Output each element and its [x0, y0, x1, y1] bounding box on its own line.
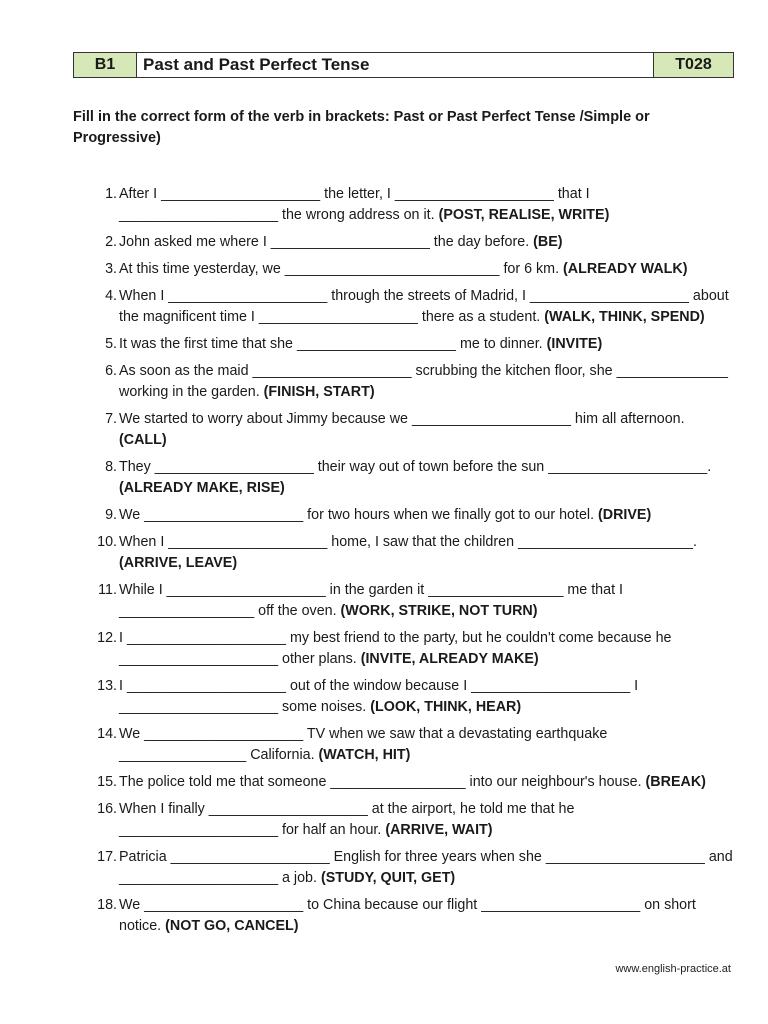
item-sentence: When I ____________________ through the streets of Madrid, I ____________________ about the magnificent time I ____________________ there as a student. — [119, 288, 729, 325]
item-text — [118, 232, 735, 253]
item-sentence: I ____________________ out of the window because I ____________________ I ____________________ some noises. — [119, 678, 639, 715]
item-verbs: (WORK, STRIKE, NOT TURN) — [340, 603, 538, 619]
item-text — [118, 895, 735, 937]
item-sentence: I ____________________ my best friend to the party, but he couldn't come because he ____________________ other plans. — [119, 630, 672, 667]
footer-url[interactable]: www.english-practice.at — [615, 963, 731, 975]
item-verbs: (ARRIVE, LEAVE) — [119, 555, 238, 571]
item-verbs: (BREAK) — [645, 774, 706, 790]
exercise-item — [73, 334, 735, 355]
item-sentence: When I finally ____________________ at the airport, he told me that he ____________________ for half an hour. — [119, 801, 575, 838]
item-verbs: (LOOK, THINK, HEAR) — [370, 699, 522, 715]
item-sentence: At this time yesterday, we ___________________________ for 6 km. — [119, 261, 564, 277]
exercise-item — [73, 724, 735, 766]
item-verbs: (CALL) — [119, 432, 167, 448]
item-text — [118, 772, 735, 793]
exercise-item — [73, 232, 735, 253]
item-text — [118, 580, 735, 622]
item-text — [118, 676, 735, 718]
item-sentence: The police told me that someone _________________ into our neighbour's house. — [119, 774, 646, 790]
exercise-item — [73, 286, 735, 328]
item-verbs: (NOT GO, CANCEL) — [165, 918, 299, 934]
exercise-item — [73, 847, 735, 889]
exercise-item — [73, 799, 735, 841]
item-number: 8. — [105, 459, 117, 475]
item-sentence: We ____________________ TV when we saw that a devastating earthquake ________________ California. — [119, 726, 608, 763]
exercise-item — [73, 676, 735, 718]
item-number: 12. — [97, 630, 117, 646]
item-number: 18. — [97, 897, 117, 913]
item-number: 3. — [105, 261, 117, 277]
exercise-item — [73, 628, 735, 670]
item-sentence: They ____________________ their way out of town before the sun ____________________. — [119, 459, 712, 475]
item-number: 17. — [97, 849, 117, 865]
item-number: 15. — [97, 774, 117, 790]
item-text — [118, 532, 735, 574]
item-text — [118, 259, 735, 280]
item-sentence: When I ____________________ home, I saw that the children ______________________. — [119, 534, 697, 550]
item-verbs: (INVITE) — [546, 336, 603, 352]
item-number: 7. — [105, 411, 117, 427]
exercise-item — [73, 457, 735, 499]
item-text — [118, 628, 735, 670]
item-verbs: (POST, REALISE, WRITE) — [438, 207, 610, 223]
item-number: 1. — [105, 186, 117, 202]
item-text — [118, 847, 735, 889]
item-text — [118, 457, 735, 499]
item-text — [118, 361, 735, 403]
item-sentence: We ____________________ for two hours when we finally got to our hotel. — [119, 507, 599, 523]
exercise-item — [73, 259, 735, 280]
item-number: 2. — [105, 234, 117, 250]
item-text — [118, 409, 735, 451]
item-text — [118, 184, 735, 226]
item-text — [118, 334, 735, 355]
item-verbs: (ALREADY WALK) — [563, 261, 688, 277]
item-verbs: (FINISH, START) — [263, 384, 375, 400]
worksheet-title: Past and Past Perfect Tense — [137, 53, 654, 77]
item-sentence: While I ____________________ in the garden it _________________ me that I _________________ off the oven. — [119, 582, 623, 619]
exercise-item — [73, 532, 735, 574]
item-number: 16. — [97, 801, 117, 817]
item-verbs: (INVITE, ALREADY MAKE) — [360, 651, 539, 667]
item-sentence: It was the first time that she ____________________ me to dinner. — [119, 336, 547, 352]
item-number: 11. — [98, 582, 117, 598]
item-sentence: Patricia ____________________ English for three years when she ____________________ and ____________________ a job. — [119, 849, 733, 886]
item-number: 4. — [105, 288, 117, 304]
item-verbs: (WALK, THINK, SPEND) — [544, 309, 705, 325]
exercise-item — [73, 895, 735, 937]
item-text — [118, 286, 735, 328]
item-verbs: (STUDY, QUIT, GET) — [320, 870, 456, 886]
exercise-item — [73, 409, 735, 451]
item-sentence: We started to worry about Jimmy because we ____________________ him all afternoon. — [119, 411, 685, 427]
item-sentence: After I ____________________ the letter, I ____________________ that I ____________________ the wrong address on it. — [119, 186, 590, 223]
item-verbs: (WATCH, HIT) — [318, 747, 411, 763]
item-text — [118, 505, 735, 526]
level-cell: B1 — [74, 53, 137, 77]
exercise-item — [73, 361, 735, 403]
item-text — [118, 724, 735, 766]
worksheet-header — [73, 52, 734, 78]
exercise-item — [73, 580, 735, 622]
item-verbs: (ARRIVE, WAIT) — [385, 822, 493, 838]
item-verbs: (BE) — [533, 234, 563, 250]
item-number: 5. — [105, 336, 117, 352]
item-text — [118, 799, 735, 841]
item-sentence: We ____________________ to China because our flight ____________________ on short notice. — [119, 897, 696, 934]
item-number: 9. — [105, 507, 117, 523]
exercise-item — [73, 505, 735, 526]
item-number: 14. — [97, 726, 117, 742]
item-verbs: (ALREADY MAKE, RISE) — [119, 480, 285, 496]
exercise-list — [73, 184, 735, 943]
item-verbs: (DRIVE) — [598, 507, 652, 523]
exercise-item — [73, 772, 735, 793]
exercise-item — [73, 184, 735, 226]
item-number: 13. — [97, 678, 117, 694]
item-number: 6. — [105, 363, 117, 379]
item-sentence: John asked me where I ____________________ the day before. — [119, 234, 534, 250]
worksheet-code: T028 — [654, 53, 733, 77]
item-sentence: As soon as the maid ____________________ scrubbing the kitchen floor, she ______________ working in the garden. — [119, 363, 728, 400]
instructions: Fill in the correct form of the verb in brackets: Past or Past Perfect Tense /Simple or Progressive) — [73, 109, 650, 146]
item-number: 10. — [97, 534, 117, 550]
